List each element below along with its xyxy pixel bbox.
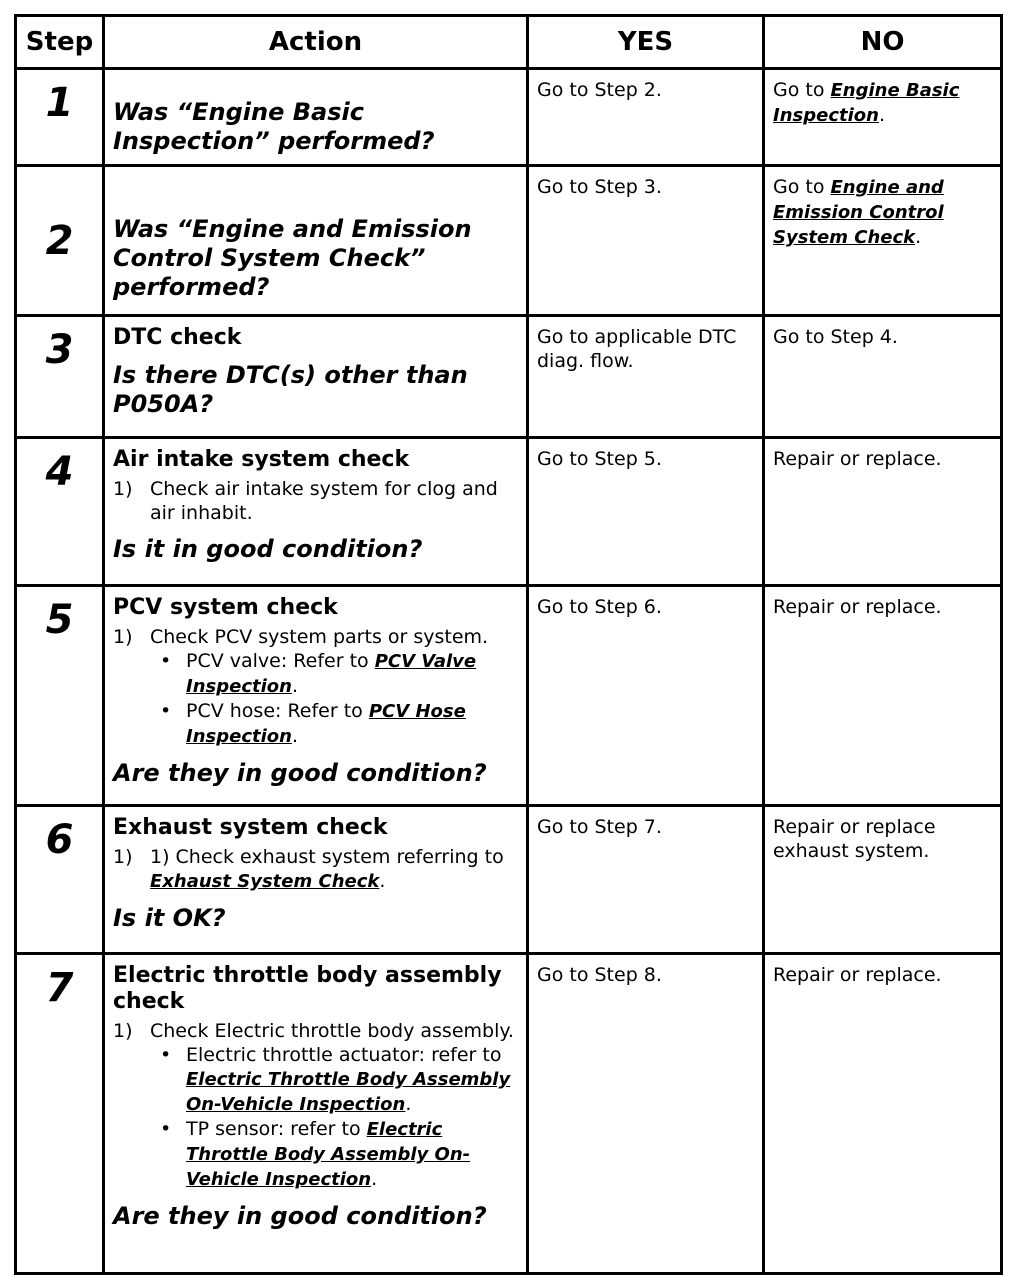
action-cell xyxy=(104,806,528,954)
procedure-item xyxy=(113,625,518,649)
header-row xyxy=(16,16,1002,69)
pcv-hose-inspection-link[interactable]: PCV Hose Inspection xyxy=(186,701,466,747)
item-number: 1) xyxy=(113,478,133,500)
yes-result: Go to Step 5. xyxy=(528,438,764,586)
table-row xyxy=(16,69,1002,166)
bullet-suffix: . xyxy=(291,675,298,697)
action-cell xyxy=(104,69,528,166)
header-no: NO xyxy=(764,16,1002,69)
yes-result: Go to Step 7. xyxy=(528,806,764,954)
exhaust-system-check-link[interactable]: Exhaust System Check xyxy=(150,871,380,892)
item-text: Check air intake system for clog and air inhabit. xyxy=(150,478,498,524)
check-title: Air intake system check xyxy=(113,447,410,472)
yes-result: Go to Step 3. xyxy=(528,166,764,316)
throttle-body-inspection-link[interactable]: Electric Throttle Body Assembly On-Vehicle Inspection xyxy=(186,1119,471,1190)
check-title: DTC check xyxy=(113,325,242,350)
bullet-prefix: Electric throttle actuator: refer to xyxy=(186,1044,502,1066)
no-result: Repair or replace exhaust system. xyxy=(764,806,1002,954)
bullet-item xyxy=(113,649,518,699)
throttle-body-inspection-link[interactable]: Electric Throttle Body Assembly On-Vehicle Inspection xyxy=(186,1069,511,1115)
bullet-icon: • xyxy=(160,1044,172,1066)
bullet-suffix: . xyxy=(371,1168,378,1190)
table-row xyxy=(16,954,1002,1274)
no-result: Go to Step 4. xyxy=(764,316,1002,438)
procedure-item xyxy=(113,1019,518,1043)
step-number: 7 xyxy=(16,954,104,1274)
check-title: Exhaust system check xyxy=(113,815,388,840)
yes-result: Go to Step 8. xyxy=(528,954,764,1274)
table-row xyxy=(16,806,1002,954)
step-number: 2 xyxy=(16,166,104,316)
item-text: Check Electric throttle body assembly. xyxy=(150,1020,514,1042)
bullet-prefix: PCV valve: Refer to xyxy=(186,650,375,672)
bullet-prefix: TP sensor: refer to xyxy=(186,1118,367,1140)
check-question: Are they in good condition? xyxy=(113,1202,487,1230)
step-number: 1 xyxy=(16,69,104,166)
no-result: Repair or replace. xyxy=(764,586,1002,806)
check-question: Was “Engine Basic Inspection” performed? xyxy=(113,98,435,155)
no-prefix: Go to xyxy=(773,176,831,198)
table-row xyxy=(16,586,1002,806)
bullet-suffix: . xyxy=(291,725,298,747)
engine-emission-check-link[interactable]: Engine and Emission Control System Check xyxy=(773,177,944,248)
check-title: PCV system check xyxy=(113,595,338,620)
item-number: 1) xyxy=(113,626,133,648)
header-yes: YES xyxy=(528,16,764,69)
step-number: 4 xyxy=(16,438,104,586)
table-row xyxy=(16,316,1002,438)
step-number: 6 xyxy=(16,806,104,954)
bullet-prefix: PCV hose: Refer to xyxy=(186,700,369,722)
table-row xyxy=(16,166,1002,316)
check-question: Is it in good condition? xyxy=(113,535,423,563)
no-prefix: Go to xyxy=(773,79,831,101)
item-text: Check PCV system parts or system. xyxy=(150,626,489,648)
table-row xyxy=(16,438,1002,586)
check-question: Was “Engine and Emission Control System Check” performed? xyxy=(113,215,472,301)
yes-result: Go to Step 6. xyxy=(528,586,764,806)
item-text: 1) Check exhaust system referring to xyxy=(150,846,504,868)
bullet-suffix: . xyxy=(405,1093,412,1115)
action-cell xyxy=(104,166,528,316)
no-result: Repair or replace. xyxy=(764,954,1002,1274)
check-title: Electric throttle body assembly check xyxy=(113,963,502,1014)
yes-result: Go to applicable DTC diag. flow. xyxy=(528,316,764,438)
diagnostic-flow-table xyxy=(14,14,1003,1275)
item-suffix: . xyxy=(379,870,386,892)
bullet-icon: • xyxy=(160,650,172,672)
no-suffix: . xyxy=(878,104,885,126)
check-question: Is there DTC(s) other than P050A? xyxy=(113,361,468,418)
bullet-icon: • xyxy=(160,1118,172,1140)
action-cell xyxy=(104,438,528,586)
procedure-item xyxy=(113,845,518,894)
bullet-item xyxy=(113,1043,518,1117)
item-number: 1) xyxy=(113,1020,133,1042)
action-cell xyxy=(104,954,528,1274)
procedure-item xyxy=(113,477,518,525)
pcv-valve-inspection-link[interactable]: PCV Valve Inspection xyxy=(186,651,477,697)
yes-result: Go to Step 2. xyxy=(528,69,764,166)
step-number: 5 xyxy=(16,586,104,806)
step-number: 3 xyxy=(16,316,104,438)
bullet-icon: • xyxy=(160,700,172,722)
bullet-item xyxy=(113,699,518,749)
action-cell xyxy=(104,316,528,438)
bullet-item xyxy=(113,1117,518,1192)
no-suffix: . xyxy=(915,226,922,248)
action-cell xyxy=(104,586,528,806)
no-result xyxy=(764,69,1002,166)
header-action: Action xyxy=(104,16,528,69)
header-step: Step xyxy=(16,16,104,69)
no-result xyxy=(764,166,1002,316)
item-number: 1) xyxy=(113,846,133,868)
check-question: Is it OK? xyxy=(113,904,226,932)
check-question: Are they in good condition? xyxy=(113,759,487,787)
engine-basic-inspection-link[interactable]: Engine Basic Inspection xyxy=(773,80,960,126)
no-result: Repair or replace. xyxy=(764,438,1002,586)
